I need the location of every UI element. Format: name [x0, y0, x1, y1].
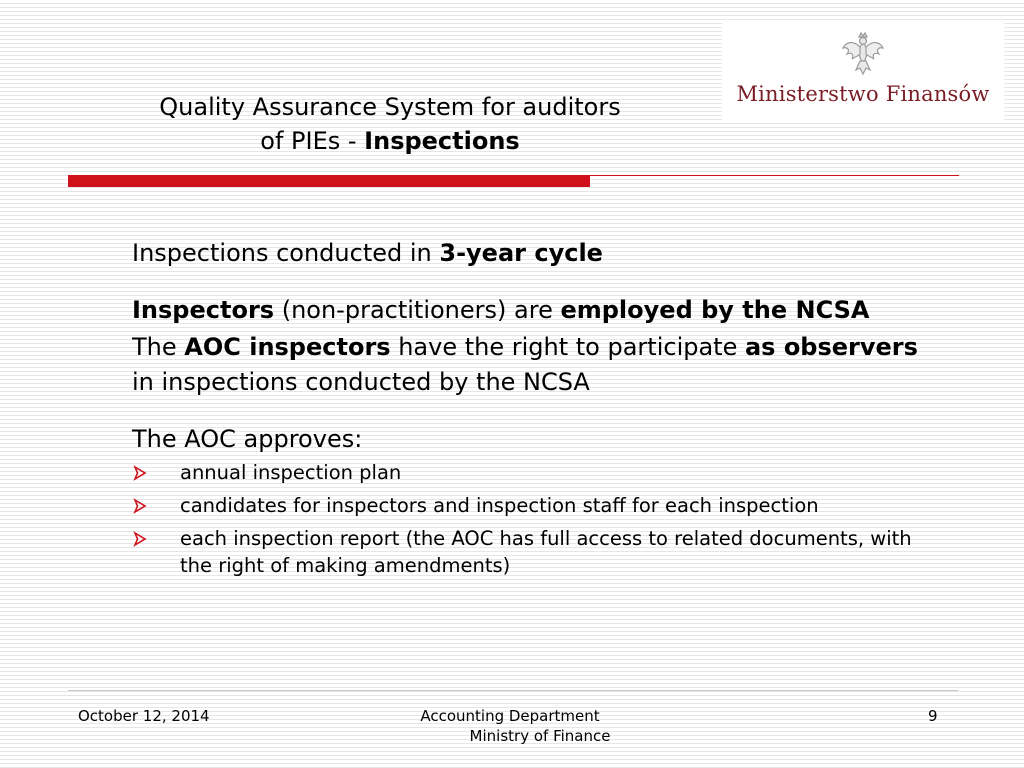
- ministry-logo: [722, 22, 1004, 122]
- list-item-text: annual inspection plan: [180, 461, 402, 484]
- footer-department-line-2: Ministry of Finance: [469, 727, 611, 745]
- paragraph-cycle: [132, 236, 932, 271]
- footer-department: [380, 706, 640, 746]
- paragraph-inspectors: [132, 293, 932, 328]
- approval-list: [132, 459, 932, 579]
- arrow-bullet-icon: [132, 465, 148, 481]
- title-line-1: Quality Assurance System for auditors: [159, 93, 621, 121]
- p3-text-3: in inspections conducted by the NCSA: [132, 368, 590, 396]
- list-item: [132, 459, 932, 486]
- p2-bold-2: employed by the NCSA: [560, 296, 870, 324]
- logo-text: Ministerstwo Finansów: [736, 82, 990, 106]
- p2-text: (non-practitioners) are: [274, 296, 561, 324]
- title-underline-bar: [68, 175, 590, 187]
- footer-department-line-1: Accounting Department: [420, 707, 600, 725]
- title-line-2-prefix: of PIEs -: [260, 127, 365, 155]
- list-item-text: each inspection report (the AOC has full access to related documents, with the right of making amendments): [180, 527, 912, 577]
- slide-body: [132, 236, 932, 585]
- title-line-2-bold: Inspections: [364, 127, 520, 155]
- arrow-bullet-icon: [132, 498, 148, 514]
- title-underline-line: [590, 175, 959, 176]
- p1-text: Inspections conducted in: [132, 239, 440, 267]
- footer-divider: [68, 690, 958, 691]
- p3-bold-1: AOC inspectors: [184, 333, 391, 361]
- arrow-bullet-icon: [132, 531, 148, 547]
- footer-date: October 12, 2014: [78, 707, 210, 725]
- list-item: [132, 525, 932, 579]
- eagle-emblem-icon: [838, 30, 888, 80]
- title-line-2: [90, 124, 690, 158]
- list-item-text: candidates for inspectors and inspection staff for each inspection: [180, 494, 819, 517]
- slide-title: [90, 90, 690, 158]
- p3-text-2: have the right to participate: [390, 333, 745, 361]
- paragraph-aoc-inspectors: [132, 330, 932, 400]
- p3-bold-2: as observers: [744, 333, 918, 361]
- list-item: [132, 492, 932, 519]
- p1-bold: 3-year cycle: [439, 239, 603, 267]
- page-number: 9: [928, 707, 938, 725]
- paragraph-aoc-approves: The AOC approves:: [132, 425, 363, 453]
- p2-bold-1: Inspectors: [132, 296, 275, 324]
- p3-text-1: The: [132, 333, 185, 361]
